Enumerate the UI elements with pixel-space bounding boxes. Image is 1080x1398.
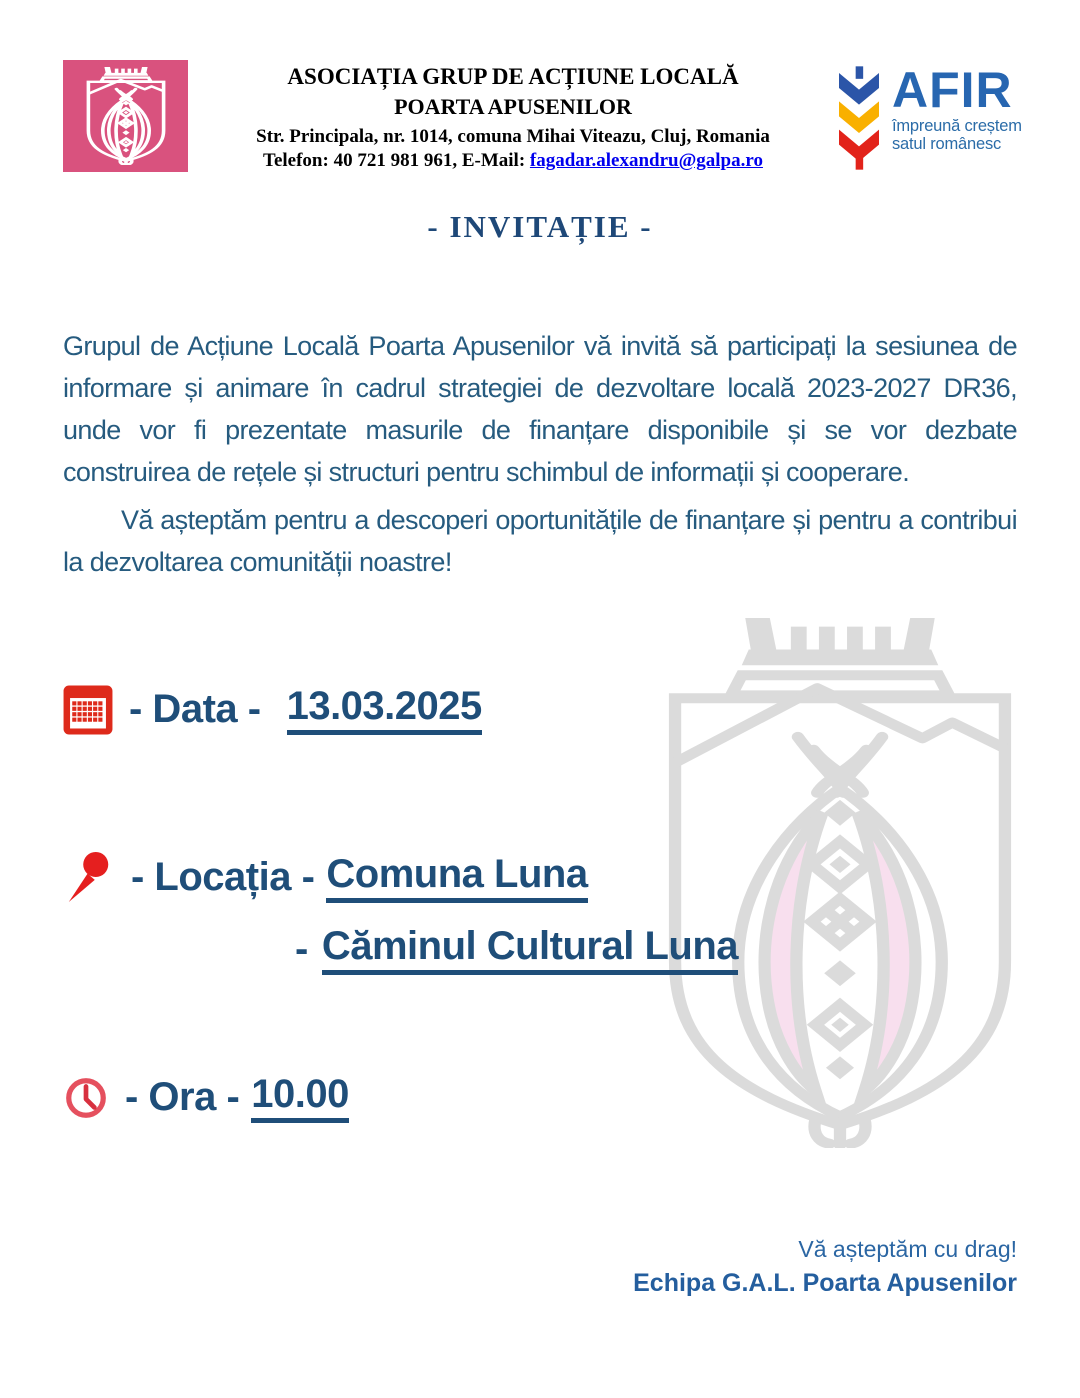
organization-name-line1: ASOCIAȚIA GRUP DE ACȚIUNE LOCALĂ — [287, 64, 739, 89]
afir-tagline-line1: împreună creștem — [892, 116, 1022, 135]
clock-icon — [63, 1075, 109, 1121]
organization-block — [188, 60, 834, 173]
afir-name: AFIR — [892, 62, 1013, 118]
afir-logo — [834, 64, 1022, 172]
date-row — [63, 684, 482, 735]
footer-greeting: Vă așteptăm cu drag! — [798, 1236, 1017, 1262]
footer — [633, 1236, 1017, 1298]
phone-label: Telefon: 40 721 981 961, E-Mail: — [263, 149, 530, 171]
page-title: - INVITAȚIE - — [427, 209, 653, 245]
gal-logo — [63, 60, 188, 172]
organization-name-line2: POARTA APUSENILOR — [394, 94, 632, 120]
time-value: 10.00 — [251, 1072, 349, 1123]
organization-address: Str. Principala, nr. 1014, comuna Mihai Viteazu, Cluj, Romania — [256, 125, 770, 147]
location-label: - Locația - — [131, 854, 315, 899]
pushpin-icon — [63, 848, 115, 906]
time-row — [63, 1072, 349, 1123]
afir-tagline-line2: satul românesc — [892, 135, 1002, 154]
paragraph-2: Vă așteptăm pentru a descoperi oportunitățile de finanțare și pentru a contribui la dezvoltarea comunității noastre! — [63, 505, 1017, 578]
date-label: - Data - — [129, 687, 261, 731]
header — [0, 0, 1080, 173]
afir-text — [892, 64, 1022, 154]
body-text — [63, 325, 1017, 583]
organization-contact — [198, 149, 828, 173]
paragraph-1: Grupul de Acțiune Locală Poarta Apusenilor vă invită să participați la sesiunea de informare și animare în cadrul strategiei de dezvoltare locală 2023-2027 DR36, unde vor fi prezentate masurile de finanțare disponibile și se vor dezbate construirea de rețele și structuri pentru schimbul de informații și cooperare. — [63, 331, 1017, 488]
location-dash-2: - — [295, 927, 308, 971]
coat-of-arms-icon — [82, 67, 170, 165]
email-link[interactable]: fagadar.alexandru@galpa.ro — [529, 149, 763, 171]
wheat-ear-icon — [834, 64, 884, 172]
location-value-1: Comuna Luna — [326, 852, 587, 903]
location-row — [63, 848, 738, 975]
calendar-icon — [63, 685, 113, 735]
location-value-2: Căminul Cultural Luna — [322, 924, 738, 975]
date-value: 13.03.2025 — [287, 684, 482, 735]
time-label: - Ora - — [125, 1075, 240, 1119]
footer-signature: Echipa G.A.L. Poarta Apusenilor — [633, 1269, 1017, 1297]
